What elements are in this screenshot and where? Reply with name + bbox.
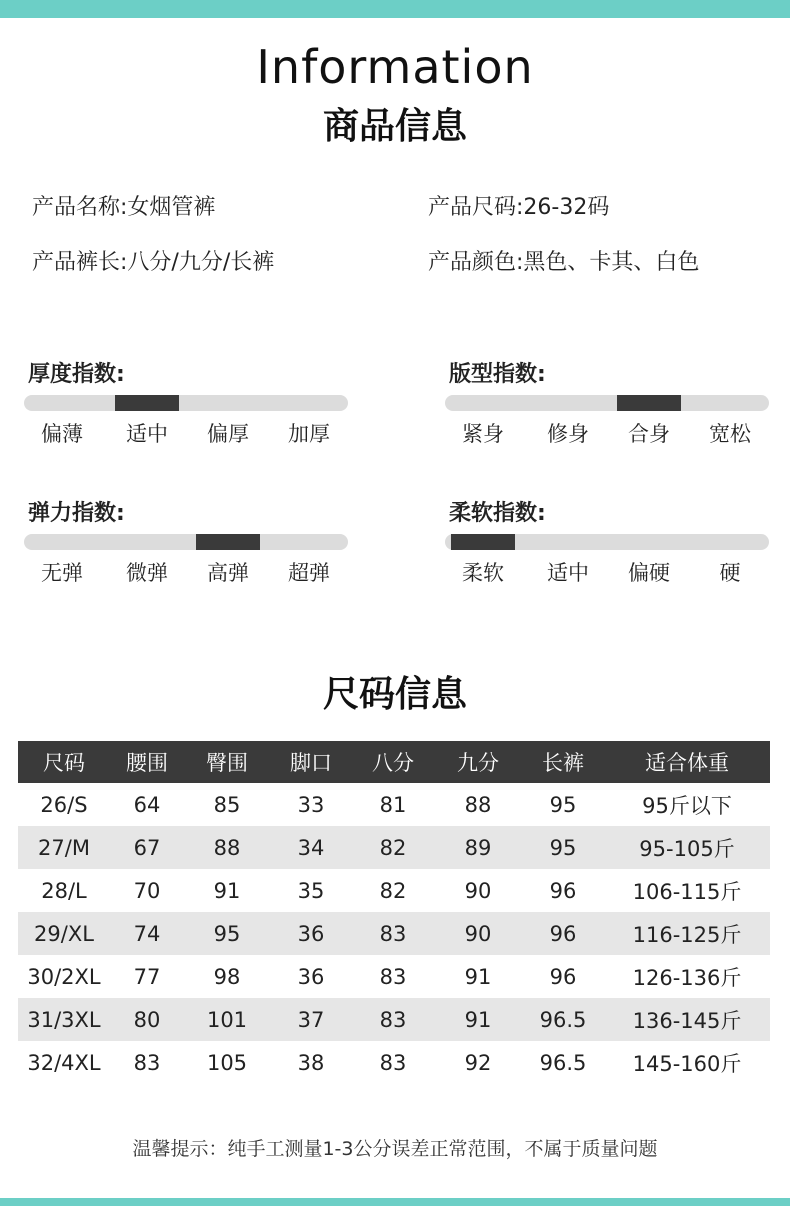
table-row bbox=[18, 783, 770, 826]
table-cell: 90 bbox=[464, 878, 492, 903]
table-cell: 83 bbox=[379, 964, 407, 989]
fit-option: 修身 bbox=[547, 422, 589, 446]
table-cell: 74 bbox=[133, 921, 161, 946]
page-title-en: Information bbox=[256, 40, 534, 94]
table-cell: 30/2XL bbox=[27, 964, 101, 989]
table-cell: 126-136斤 bbox=[632, 965, 742, 990]
thickness-option: 偏薄 bbox=[41, 422, 83, 446]
product-size: 产品尺码:26-32码 bbox=[428, 195, 610, 220]
softness-option: 适中 bbox=[547, 561, 589, 585]
table-cell: 91 bbox=[464, 964, 492, 989]
table-row bbox=[18, 955, 770, 998]
table-cell: 96 bbox=[549, 878, 577, 903]
table-cell: 116-125斤 bbox=[632, 922, 742, 947]
size-table bbox=[18, 741, 770, 1084]
header-cell: 长裤 bbox=[542, 751, 584, 775]
table-cell: 83 bbox=[379, 921, 407, 946]
table-cell: 83 bbox=[379, 1007, 407, 1032]
table-cell: 88 bbox=[464, 792, 492, 817]
product-length: 产品裤长:八分/九分/长裤 bbox=[32, 250, 275, 275]
softness-index-label: 柔软指数: bbox=[449, 501, 546, 526]
table-cell: 95斤以下 bbox=[642, 793, 732, 818]
elasticity-option: 无弹 bbox=[41, 561, 83, 585]
softness-option: 柔软 bbox=[462, 561, 504, 585]
table-cell: 27/M bbox=[38, 835, 90, 860]
thickness-option: 偏厚 bbox=[207, 422, 249, 446]
table-cell: 82 bbox=[379, 878, 407, 903]
elasticity-index-marker bbox=[196, 534, 260, 550]
table-cell: 70 bbox=[133, 878, 161, 903]
table-cell: 95 bbox=[213, 921, 241, 946]
table-cell: 90 bbox=[464, 921, 492, 946]
table-cell: 82 bbox=[379, 835, 407, 860]
footer-note: 温馨提示：纯手工测量1-3公分误差正常范围，不属于质量问题 bbox=[132, 1138, 658, 1160]
table-cell: 105 bbox=[206, 1050, 248, 1075]
header-cell: 腰围 bbox=[126, 751, 168, 775]
size-table-header bbox=[18, 741, 770, 783]
table-cell: 91 bbox=[213, 878, 241, 903]
table-cell: 77 bbox=[133, 964, 161, 989]
table-cell: 145-160斤 bbox=[632, 1051, 742, 1076]
table-cell: 92 bbox=[464, 1050, 492, 1075]
softness-index-track bbox=[445, 534, 769, 550]
table-cell: 64 bbox=[133, 792, 161, 817]
table-cell: 26/S bbox=[40, 792, 88, 817]
table-row bbox=[18, 912, 770, 955]
table-cell: 95 bbox=[549, 792, 577, 817]
table-row bbox=[18, 826, 770, 869]
header-cell: 适合体重 bbox=[645, 751, 729, 775]
table-row bbox=[18, 1041, 770, 1084]
softness-option: 硬 bbox=[719, 561, 741, 585]
elasticity-option: 高弹 bbox=[207, 561, 249, 585]
header-cell: 尺码 bbox=[43, 751, 85, 775]
table-cell: 101 bbox=[206, 1007, 248, 1032]
table-cell: 95 bbox=[549, 835, 577, 860]
table-cell: 81 bbox=[379, 792, 407, 817]
thickness-index-marker bbox=[115, 395, 179, 411]
table-cell: 136-145斤 bbox=[632, 1008, 742, 1033]
table-cell: 31/3XL bbox=[27, 1007, 101, 1032]
table-cell: 80 bbox=[133, 1007, 161, 1032]
fit-index-track bbox=[445, 395, 769, 411]
fit-option: 紧身 bbox=[462, 422, 504, 446]
product-name: 产品名称:女烟管裤 bbox=[32, 195, 216, 220]
table-cell: 35 bbox=[297, 878, 325, 903]
table-cell: 96.5 bbox=[539, 1050, 587, 1075]
size-info-title: 尺码信息 bbox=[322, 674, 467, 715]
fit-index-label: 版型指数: bbox=[449, 362, 546, 387]
elasticity-index-label: 弹力指数: bbox=[28, 501, 125, 526]
table-cell: 33 bbox=[297, 792, 325, 817]
table-cell: 98 bbox=[213, 964, 241, 989]
header-cell: 臀围 bbox=[206, 751, 248, 775]
table-cell: 32/4XL bbox=[27, 1050, 101, 1075]
table-cell: 83 bbox=[379, 1050, 407, 1075]
table-cell: 36 bbox=[297, 964, 325, 989]
table-cell: 37 bbox=[297, 1007, 325, 1032]
top-accent-bar bbox=[0, 0, 790, 18]
table-cell: 96.5 bbox=[539, 1007, 587, 1032]
elasticity-option: 超弹 bbox=[288, 561, 330, 585]
table-cell: 28/L bbox=[41, 878, 87, 903]
table-cell: 29/XL bbox=[34, 921, 94, 946]
bottom-accent-bar bbox=[0, 1198, 790, 1206]
fit-index-marker bbox=[617, 395, 681, 411]
table-cell: 85 bbox=[213, 792, 241, 817]
table-cell: 34 bbox=[297, 835, 325, 860]
thickness-option: 适中 bbox=[126, 422, 168, 446]
softness-option: 偏硬 bbox=[628, 561, 670, 585]
table-cell: 67 bbox=[133, 835, 161, 860]
table-cell: 95-105斤 bbox=[639, 836, 735, 861]
table-row bbox=[18, 869, 770, 912]
table-cell: 88 bbox=[213, 835, 241, 860]
table-cell: 96 bbox=[549, 921, 577, 946]
softness-index-marker bbox=[451, 534, 515, 550]
elasticity-option: 微弹 bbox=[126, 561, 168, 585]
table-row bbox=[18, 998, 770, 1041]
thickness-index-label: 厚度指数: bbox=[28, 362, 125, 387]
elasticity-index-track bbox=[24, 534, 348, 550]
table-cell: 36 bbox=[297, 921, 325, 946]
fit-option: 合身 bbox=[628, 422, 670, 446]
table-cell: 91 bbox=[464, 1007, 492, 1032]
table-cell: 89 bbox=[464, 835, 492, 860]
table-cell: 106-115斤 bbox=[632, 879, 742, 904]
product-color: 产品颜色:黑色、卡其、白色 bbox=[428, 250, 700, 275]
thickness-option: 加厚 bbox=[288, 422, 330, 446]
header-cell: 八分 bbox=[372, 751, 414, 775]
header-cell: 脚口 bbox=[290, 751, 332, 775]
table-cell: 38 bbox=[297, 1050, 325, 1075]
page-title-cn: 商品信息 bbox=[322, 106, 467, 147]
table-cell: 83 bbox=[133, 1050, 161, 1075]
table-cell: 96 bbox=[549, 964, 577, 989]
header-cell: 九分 bbox=[457, 751, 499, 775]
thickness-index-track bbox=[24, 395, 348, 411]
fit-option: 宽松 bbox=[709, 422, 751, 446]
